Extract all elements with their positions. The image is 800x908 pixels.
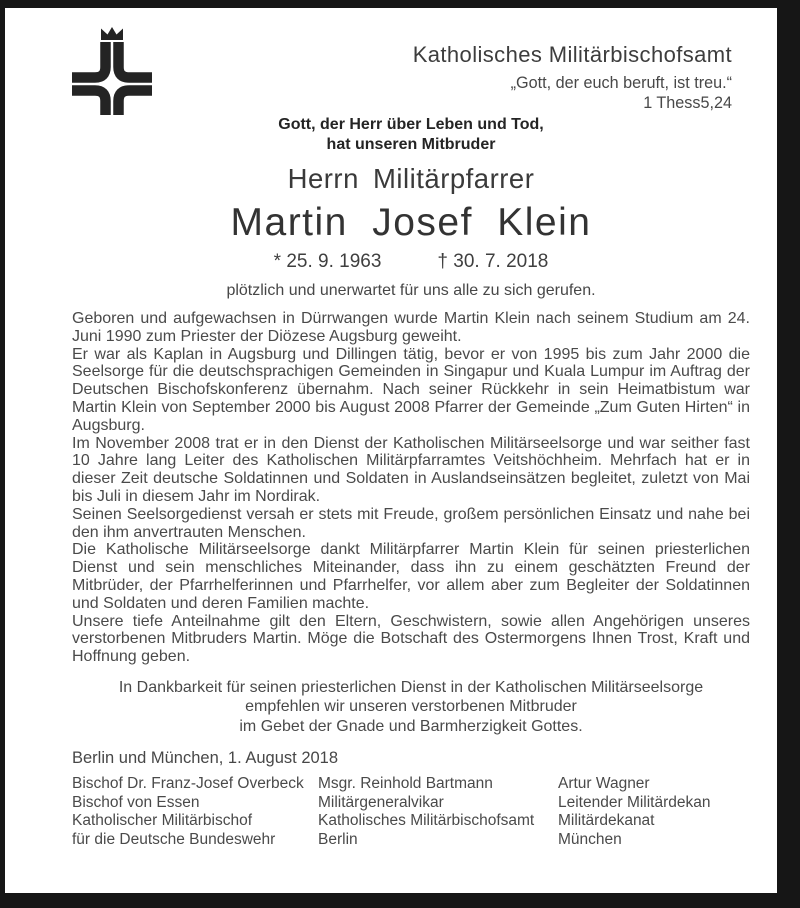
scripture-quote: „Gott, der euch beruft, ist treu.“	[510, 74, 732, 92]
closing-line-2: empfehlen wir unseren verstorbenen Mitbruder	[245, 698, 577, 716]
signatory-line: Artur Wagner	[558, 775, 650, 793]
intro-line-1: Gott, der Herr über Leben und Tod,	[278, 116, 544, 133]
intro-line-2: hat unseren Mitbruder	[326, 135, 496, 153]
signatory-column	[72, 775, 318, 849]
closing-prayer	[72, 678, 750, 737]
obituary-sheet	[5, 8, 777, 893]
life-dates	[72, 250, 750, 274]
signatory-column	[318, 775, 558, 849]
header	[72, 8, 750, 115]
announcement-intro	[72, 115, 750, 154]
signatory-line: Katholisches Militärbischofsamt	[318, 812, 535, 830]
signatory-line: Berlin	[318, 830, 358, 848]
obituary-body	[72, 310, 750, 666]
signatories	[72, 775, 750, 849]
deceased-name: Martin Josef Klein	[230, 201, 592, 244]
place-date-line: Berlin und München, 1. August 2018	[72, 749, 339, 768]
birth-date: * 25. 9. 1963	[273, 251, 382, 272]
signatory-line: für die Deutsche Bundeswehr	[72, 830, 276, 848]
deceased-title: Herrn Militärpfarrer	[287, 163, 535, 194]
obituary-paragraph: Geboren und aufgewachsen in Dürrwangen wurde Martin Klein nach seinem Studium am 24. Juni 1990 zum Priester der Diözese Augsburg geweiht.	[72, 310, 750, 345]
signatory-line: Leitender Militärdekan	[558, 793, 711, 811]
closing-line-3: im Gebet der Gnade und Barmherzigkeit Gottes.	[239, 717, 583, 735]
death-date: † 30. 7. 2018	[437, 251, 549, 272]
signatory-line: Bischof von Essen	[72, 793, 200, 811]
cross-with-crown-icon	[72, 27, 152, 115]
signatory-line: Militärdekanat	[558, 812, 655, 830]
scripture-reference: 1 Thess5,24	[643, 93, 732, 112]
closing-line-1: In Dankbarkeit für seinen priesterlichen Dienst in der Katholischen Militärseelsorge	[118, 678, 704, 696]
signatory-line: München	[558, 830, 622, 848]
signatory-column	[558, 775, 750, 849]
office-name: Katholisches Militärbischofsamt	[412, 42, 732, 67]
obituary-paragraph: Unsere tiefe Anteilnahme gilt den Eltern, Geschwistern, sowie allen Angehörigen unseres verstorbenen Mitbruders Martin. Möge die Botschaft des Ostermorgens Ihnen Trost, Kraft und Hoffnung geben.	[72, 612, 750, 666]
called-line: plötzlich und unerwartet für uns alle zu sich gerufen.	[226, 282, 596, 299]
signatory-line: Msgr. Reinhold Bartmann	[318, 775, 493, 793]
obituary-paragraph: Seinen Seelsorgedienst versah er stets mit Freude, großem persönlichen Einsatz und nahe bei den ihm anvertrauten Menschen.	[72, 505, 750, 541]
signatory-line: Bischof Dr. Franz-Josef Overbeck	[72, 775, 304, 793]
obituary-paragraph: Im November 2008 trat er in den Dienst der Katholischen Militärseelsorge und war seither fast 10 Jahre lang Leiter des Katholischen Militärpfarramtes Veitshöchheim. Mehrfach hat er in dieser Zeit deutsche Soldatinnen und Soldaten in Auslandseinsätzen begleitet, zuletzt von Mai bis Juli in diesem Jahr im Nordirak.	[72, 434, 750, 505]
signatory-line: Militärgeneralvikar	[318, 793, 444, 811]
obituary-paragraph: Er war als Kaplan in Augsburg und Dillingen tätig, bevor er von 1995 bis zum Jahr 2000 die Seelsorge für die deutschsprachigen Gemeinden in Singapur und Kuala Lumpur im Auftrag der Deutschen Bischofskonferenz übernahm. Nach seiner Rückkehr in sein Heimatbistum war Martin Klein von September 2000 bis August 2008 Pfarrer der Gemeinde „Zum Guten Hirten“ in Augsburg.	[72, 345, 750, 434]
obituary-paragraph: Die Katholische Militärseelsorge dankt Militärpfarrer Martin Klein für seinen priesterlichen Dienst und sein menschliches Miteinander, dass ihn zu einem geschätzten Freund der Mitbrüder, der Pfarrhelferinnen und Pfarrhelfer, vor allem aber zum Begleiter der Soldatinnen und Soldaten und deren Familien machte.	[72, 541, 750, 612]
header-right-block	[72, 8, 750, 113]
signatory-line: Katholischer Militärbischof	[72, 812, 253, 830]
